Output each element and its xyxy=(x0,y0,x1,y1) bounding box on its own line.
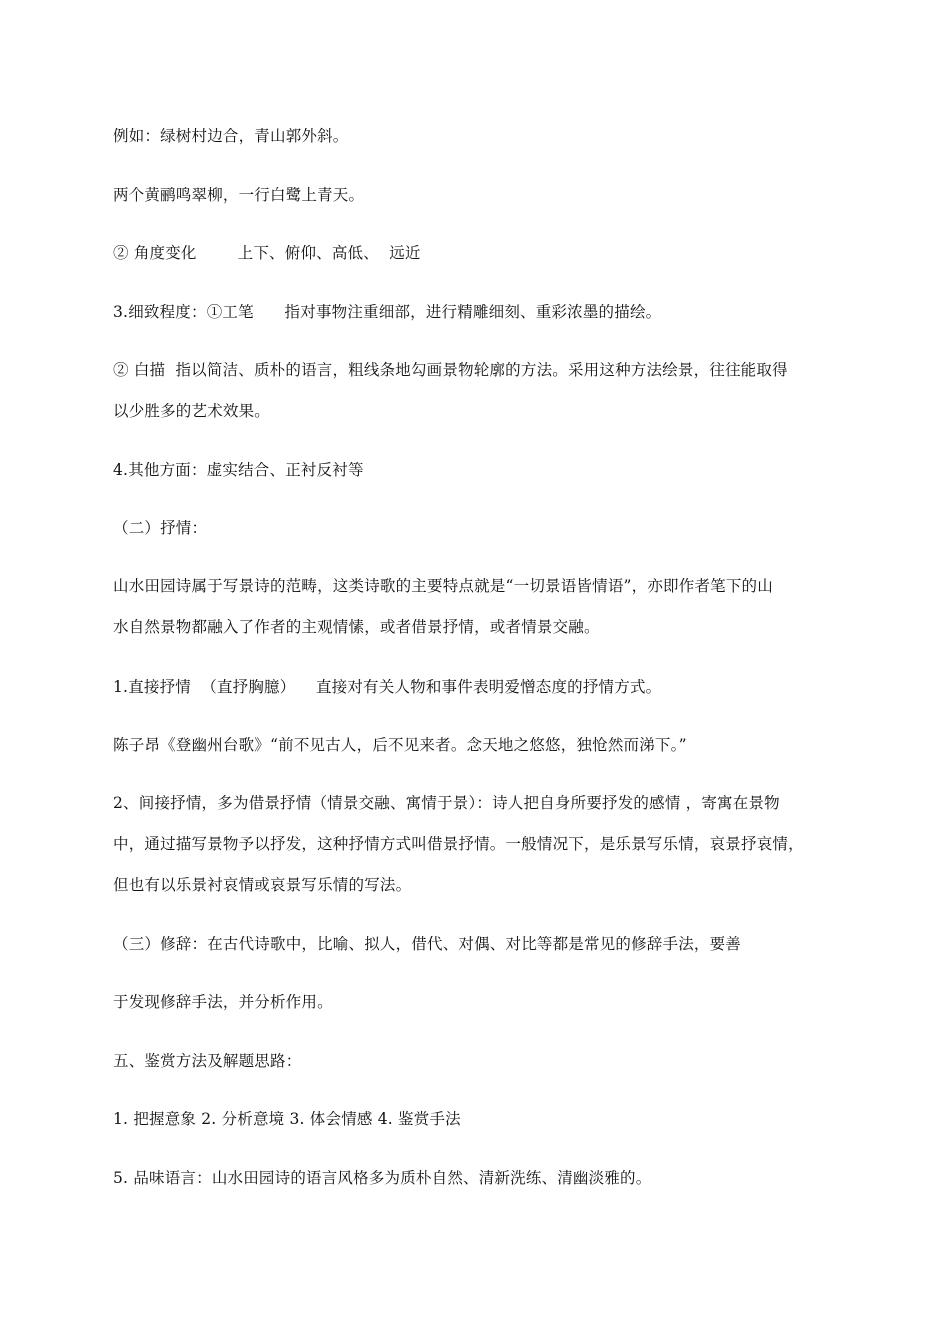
text-line-example: 例如：绿树村边合，青山郭外斜。 xyxy=(113,127,349,145)
text-line-poem: 两个黄鹂鸣翠柳，一行白鹭上青天。 xyxy=(113,186,365,204)
text-line-steps: 1. 把握意象 2. 分析意境 3. 体会情感 4. 鉴赏手法 xyxy=(113,1110,461,1128)
text-line-landscape-poetry-cont: 水自然景物都融入了作者的主观情愫，或者借景抒情，或者情景交融。 xyxy=(113,618,600,636)
text-line-detail-level: 3.细致程度：①工笔 指对事物注重细部，进行精雕细刻、重彩浓墨的描绘。 xyxy=(113,303,662,321)
text-line-baimiao: ② 白描 指以简洁、质朴的语言，粗线条地勾画景物轮廓的方法。采用这种方法绘景，往往能取得 xyxy=(113,361,788,379)
text-line-angle-change: ② 角度变化 上下、俯仰、高低、 远近 xyxy=(113,244,421,262)
text-line-direct-lyric: 1.直接抒情 （直抒胸臆） 直接对有关人物和事件表明爱憎态度的抒情方式。 xyxy=(113,678,662,696)
text-line-language: 5. 品味语言：山水田园诗的语言风格多为质朴自然、清新洗练、清幽淡雅的。 xyxy=(113,1169,652,1187)
section-heading-rhetoric: （三）修辞：在古代诗歌中，比喻、拟人，借代、对偶、对比等都是常见的修辞手法，要善 xyxy=(113,935,742,953)
section-heading-appreciation: 五、鉴赏方法及解题思路： xyxy=(113,1052,302,1070)
section-heading-lyric: （二）抒情： xyxy=(113,519,208,537)
text-line-other-aspects: 4.其他方面：虚实结合、正衬反衬等 xyxy=(113,461,364,479)
text-line-indirect-lyric: 2、间接抒情，多为借景抒情（情景交融、寓情于景）：诗人把自身所要抒发的感情 ，寄寓在景物 xyxy=(113,794,780,812)
text-line-rhetoric-cont: 于发现修辞手法，并分析作用。 xyxy=(113,993,333,1011)
text-line-landscape-poetry: 山水田园诗属于写景诗的范畴，这类诗歌的主要特点就是“一切景语皆情语”，亦即作者笔下的山 xyxy=(113,577,773,595)
text-line-indirect-lyric-cont1: 中，通过描写景物予以抒发，这种抒情方式叫借景抒情。一般情况下，是乐景写乐情，哀景抒哀情， xyxy=(113,835,804,853)
text-line-chen-ziang: 陈子昂《登幽州台歌》“前不见古人，后不见来者。念天地之悠悠，独怆然而涕下。” xyxy=(113,736,687,754)
text-line-indirect-lyric-cont2: 但也有以乐景衬哀情或哀景写乐情的写法。 xyxy=(113,876,412,894)
text-line-baimiao-cont: 以少胜多的艺术效果。 xyxy=(113,402,271,420)
